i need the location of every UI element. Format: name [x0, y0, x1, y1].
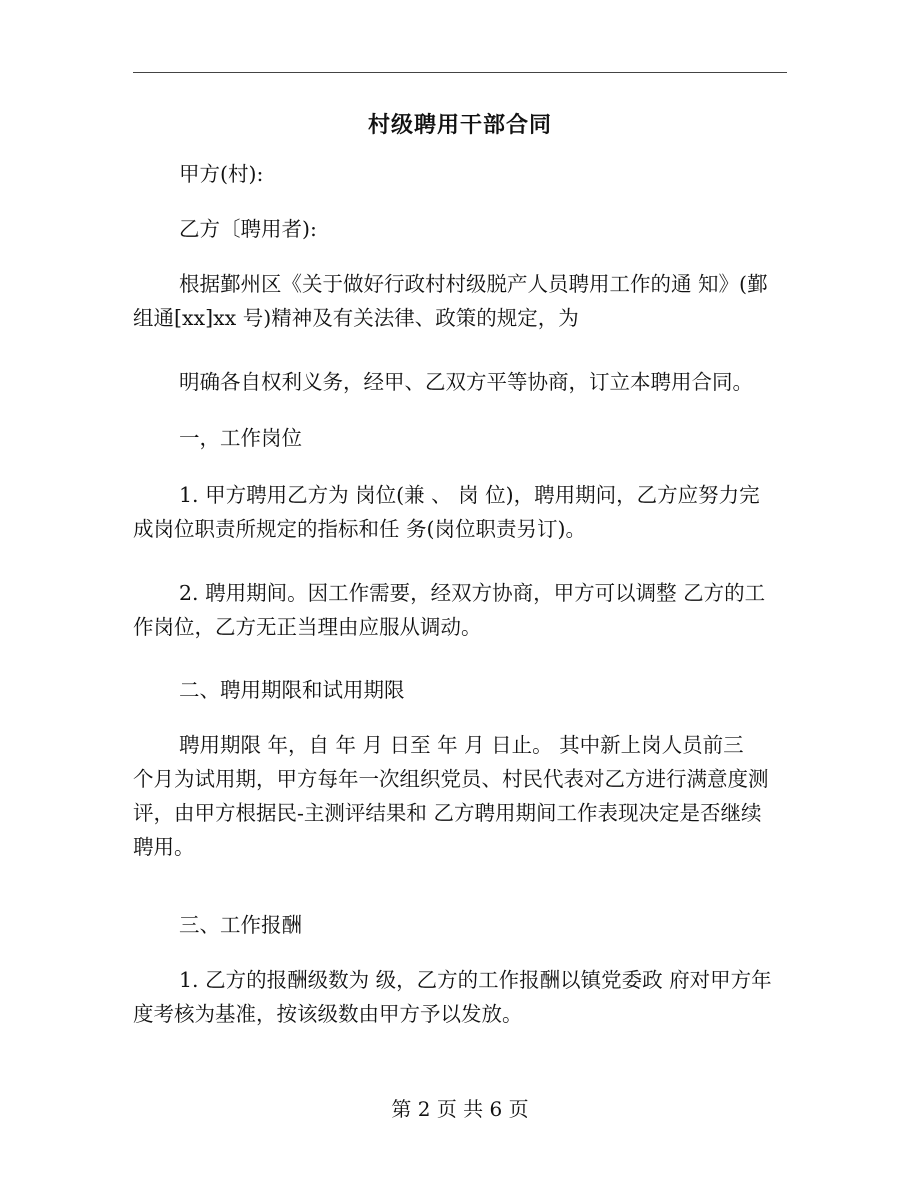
section-heading-1	[133, 421, 794, 455]
paragraph-line: 1. 乙方的报酬级数为 级，乙方的工作报酬以镇党委政 府对甲方年	[179, 968, 772, 992]
paragraph-line: 明确各自权利义务，经甲、乙双方平等协商，订立本聘用合同。	[179, 370, 753, 394]
paragraph-clause-1-1	[133, 478, 794, 546]
paragraph-clause-1-2	[133, 576, 794, 644]
paragraph-line: 组通[xx]xx 号)精神及有关法律、政策的规定，为	[133, 306, 579, 330]
paragraph-line: 聘用。	[133, 835, 195, 859]
paragraph-line: 度考核为基准，按该级数由甲方予以发放。	[133, 1002, 523, 1026]
paragraph-basis	[133, 267, 794, 335]
paragraph-clause-3-1	[133, 963, 794, 1031]
section-heading-2	[133, 673, 794, 707]
paragraph-line: 作岗位，乙方无正当理由应服从调动。	[133, 615, 482, 639]
paragraph-line: 根据鄞州区《关于做好行政村村级脱产人员聘用工作的通 知》(鄞	[179, 272, 768, 296]
paragraph-line: 2. 聘用期间。因工作需要，经双方协商，甲方可以调整 乙方的工	[179, 581, 766, 605]
paragraph-line: 成岗位职责所规定的指标和任 务(岗位职责另订)。	[133, 517, 587, 541]
paragraph-line: 二、聘用期限和试用期限	[179, 678, 405, 702]
paragraph-line: 评，由甲方根据民-主测评结果和 乙方聘用期间工作表现决定是否继续	[133, 801, 762, 825]
section-heading-3	[133, 908, 794, 942]
paragraph-line: 一，工作岗位	[179, 426, 302, 450]
paragraph-party-a	[133, 157, 794, 191]
paragraph-line: 甲方(村):	[179, 162, 264, 186]
paragraph-line: 1. 甲方聘用乙方为 岗位(兼 、 岗 位)，聘用期问，乙方应努力完	[179, 483, 760, 507]
document-title: 村级聘用干部合同	[367, 112, 552, 138]
paragraph-line: 乙方〔聘用者):	[179, 217, 317, 241]
header-rule	[133, 72, 787, 73]
paragraph-line: 聘用期限 年，自 年 月 日至 年 月 日止。 其中新上岗人员前三	[179, 733, 744, 757]
paragraph-party-b	[133, 212, 794, 246]
paragraph-term	[133, 728, 794, 864]
page-number: 第 2 页 共 6 页	[391, 1097, 529, 1121]
paragraph-line: 个月为试用期，甲方每年一次组织党员、村民代表对乙方进行满意度测	[133, 767, 769, 791]
paragraph-line: 三、工作报酬	[179, 913, 302, 937]
paragraph-purpose	[133, 365, 794, 399]
